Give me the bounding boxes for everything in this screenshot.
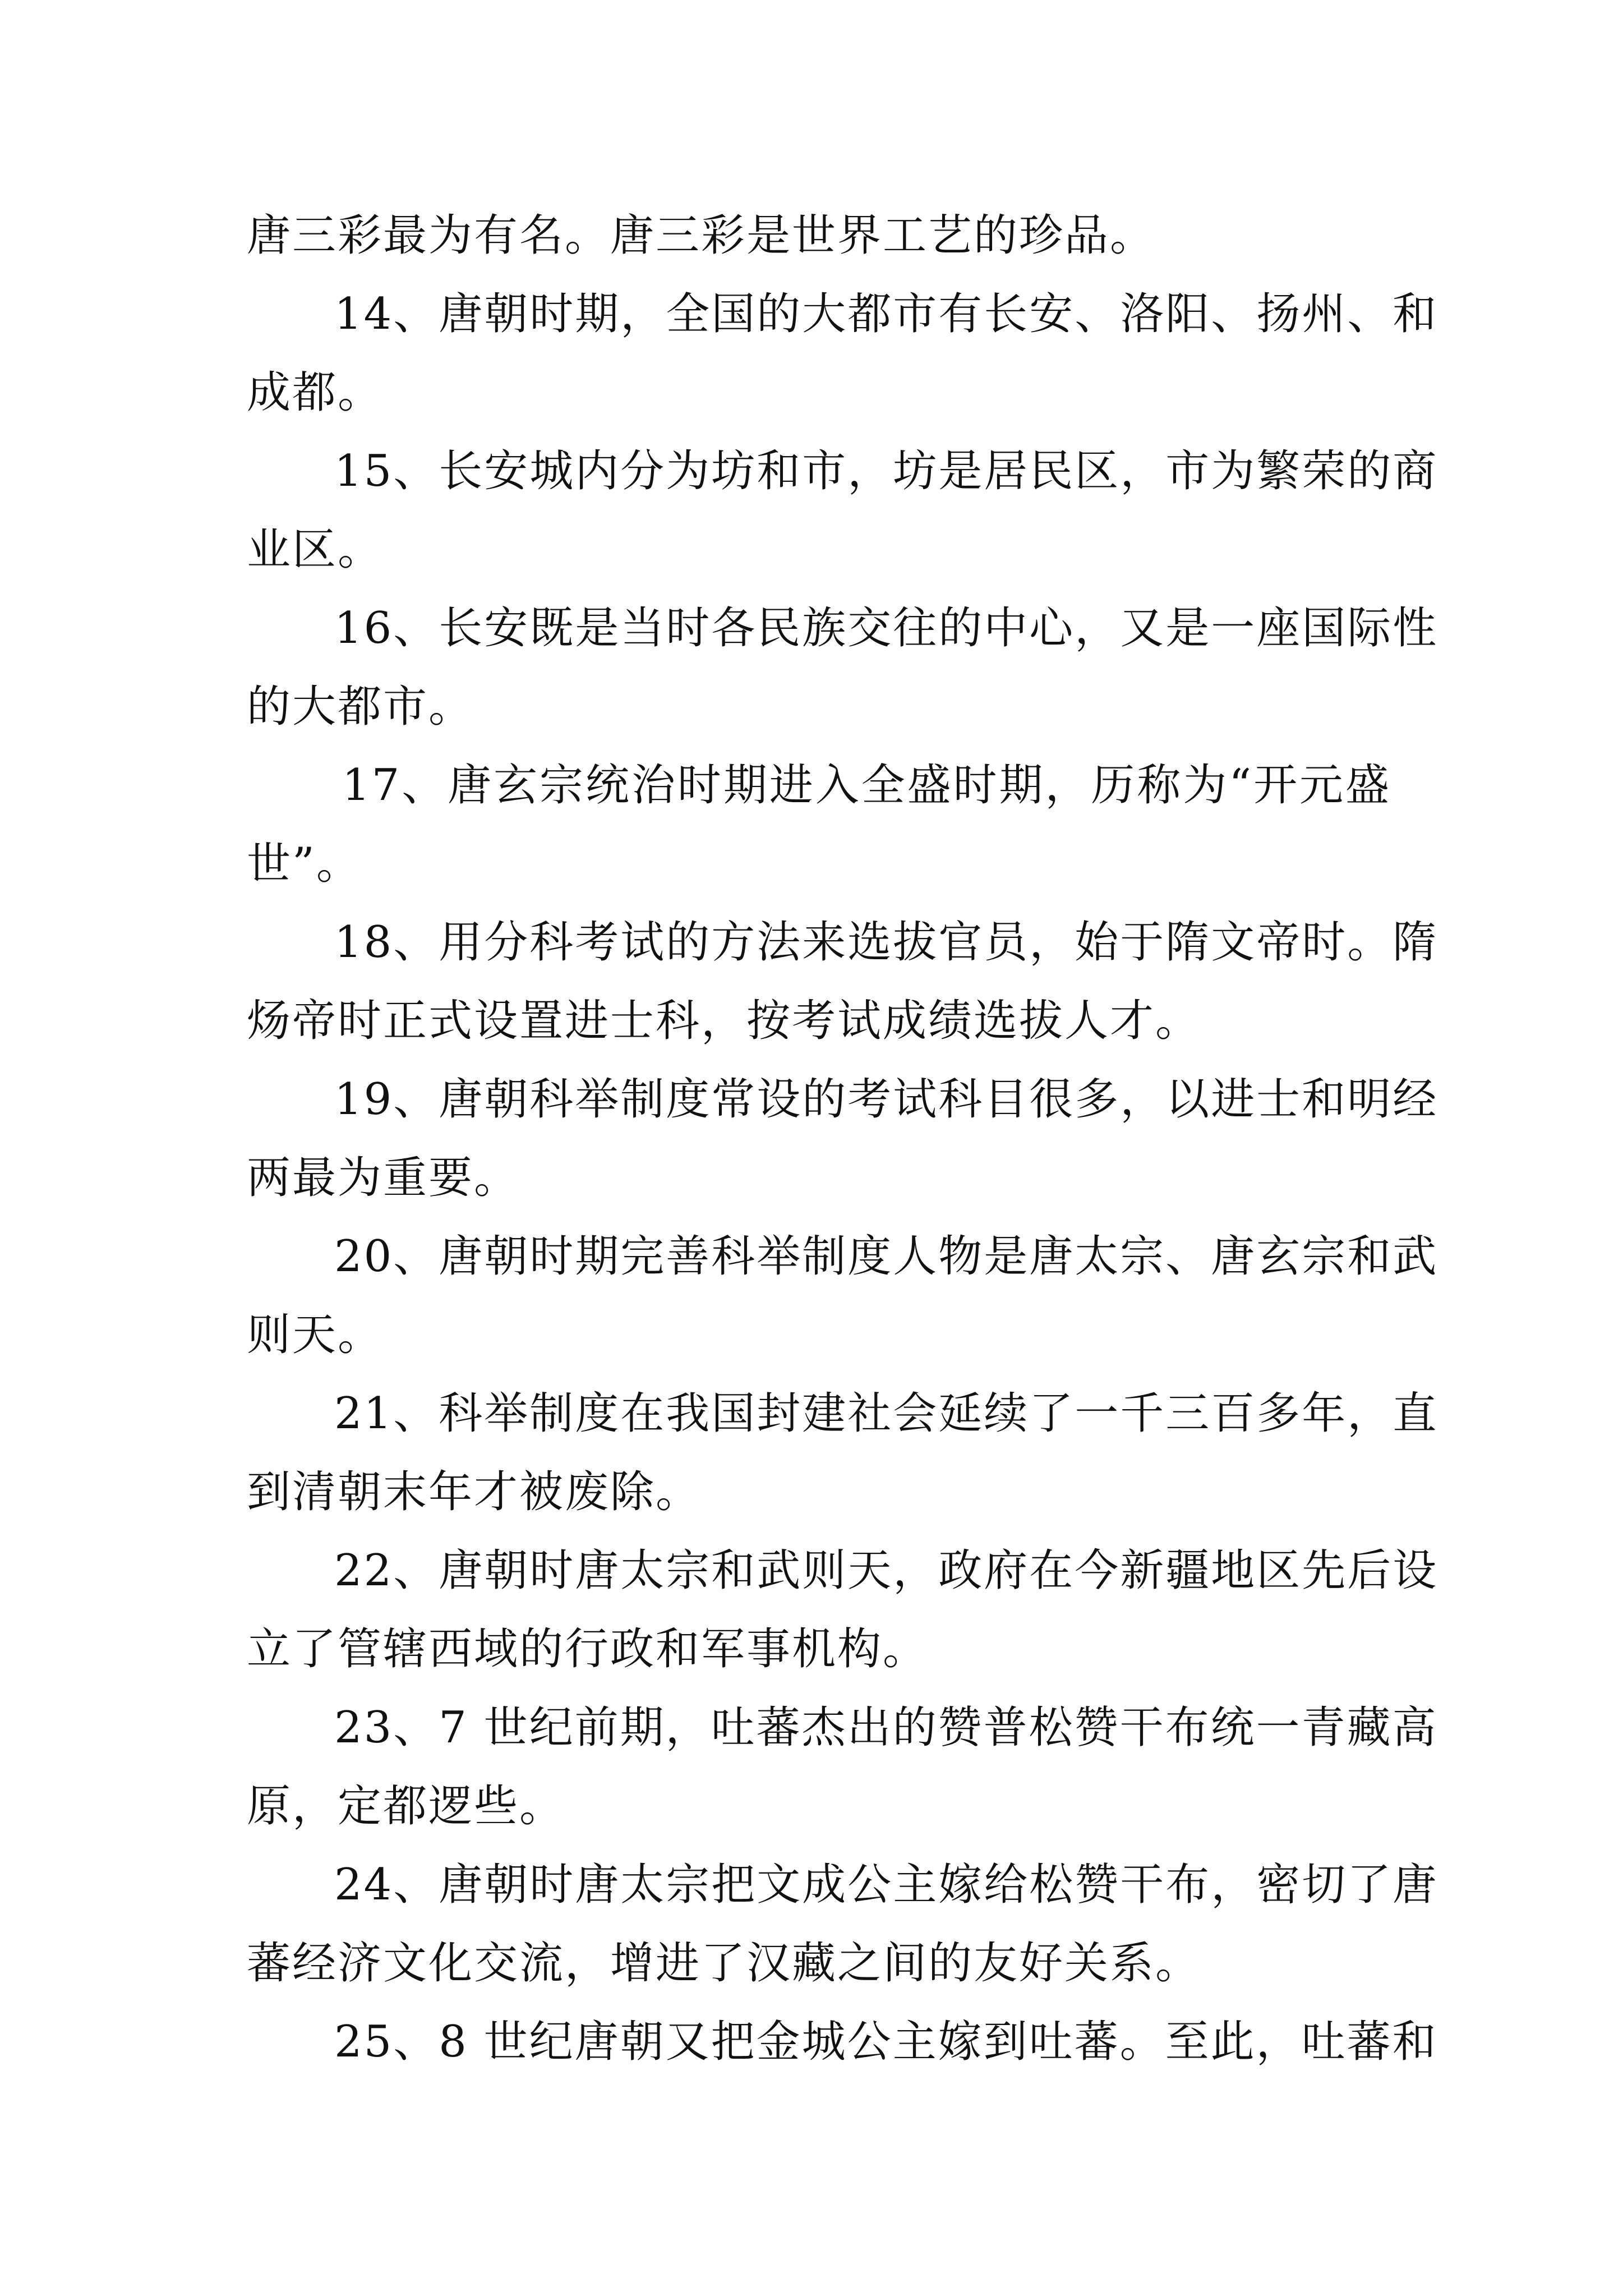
item-18-line-1: 18、用分科考试的方法来选拔官员，始于隋文帝时。隋 (334, 917, 1438, 968)
item-17-line-2: 世”。 (247, 839, 362, 889)
item-21-line-1: 21、科举制度在我国封建社会延续了一千三百多年，直 (334, 1388, 1438, 1439)
item-15-line-1: 15、长安城内分为坊和市，坊是居民区，市为繁荣的商 (334, 446, 1438, 496)
item-15-line-2: 业区。 (247, 524, 384, 575)
item-22-line-2: 立了管辖西域的行政和军事机构。 (247, 1624, 929, 1674)
item-14-line-1: 14、唐朝时期，全国的大都市有长安、洛阳、扬州、和 (334, 289, 1438, 339)
item-24-line-1: 24、唐朝时唐太宗把文成公主嫁给松赞干布，密切了唐 (334, 1860, 1438, 1910)
item-19-line-2: 两最为重要。 (247, 1153, 520, 1203)
item-25-line-1: 25、8 世纪唐朝又把金城公主嫁到吐蕃。至此，吐蕃和 (334, 2017, 1438, 2067)
item-23-line-1: 23、7 世纪前期，吐蕃杰出的赞普松赞干布统一青藏高 (334, 1703, 1438, 1753)
item-20-line-1: 20、唐朝时期完善科举制度人物是唐太宗、唐玄宗和武 (334, 1231, 1438, 1282)
item-16-line-1: 16、长安既是当时各民族交往的中心，又是一座国际性 (334, 603, 1438, 654)
item-21-line-2: 到清朝末年才被废除。 (247, 1467, 702, 1517)
text-line-1: 唐三彩最为有名。唐三彩是世界工艺的珍品。 (247, 210, 1156, 261)
item-16-line-2: 的大都市。 (247, 682, 474, 732)
item-17-line-1: 17、唐玄宗统治时期进入全盛时期，历称为“开元盛 (342, 760, 1391, 811)
item-24-line-2: 蕃经济文化交流，增进了汉藏之间的友好关系。 (247, 1938, 1201, 1989)
item-23-line-2: 原，定都逻些。 (247, 1781, 565, 1832)
item-14-line-2: 成都。 (247, 367, 384, 418)
item-19-line-1: 19、唐朝科举制度常设的考试科目很多，以进士和明经 (334, 1074, 1438, 1125)
item-18-line-2: 炀帝时正式设置进士科，按考试成绩选拔人才。 (247, 996, 1201, 1046)
item-20-line-2: 则天。 (247, 1310, 384, 1360)
item-22-line-1: 22、唐朝时唐太宗和武则天，政府在今新疆地区先后设 (334, 1545, 1438, 1596)
